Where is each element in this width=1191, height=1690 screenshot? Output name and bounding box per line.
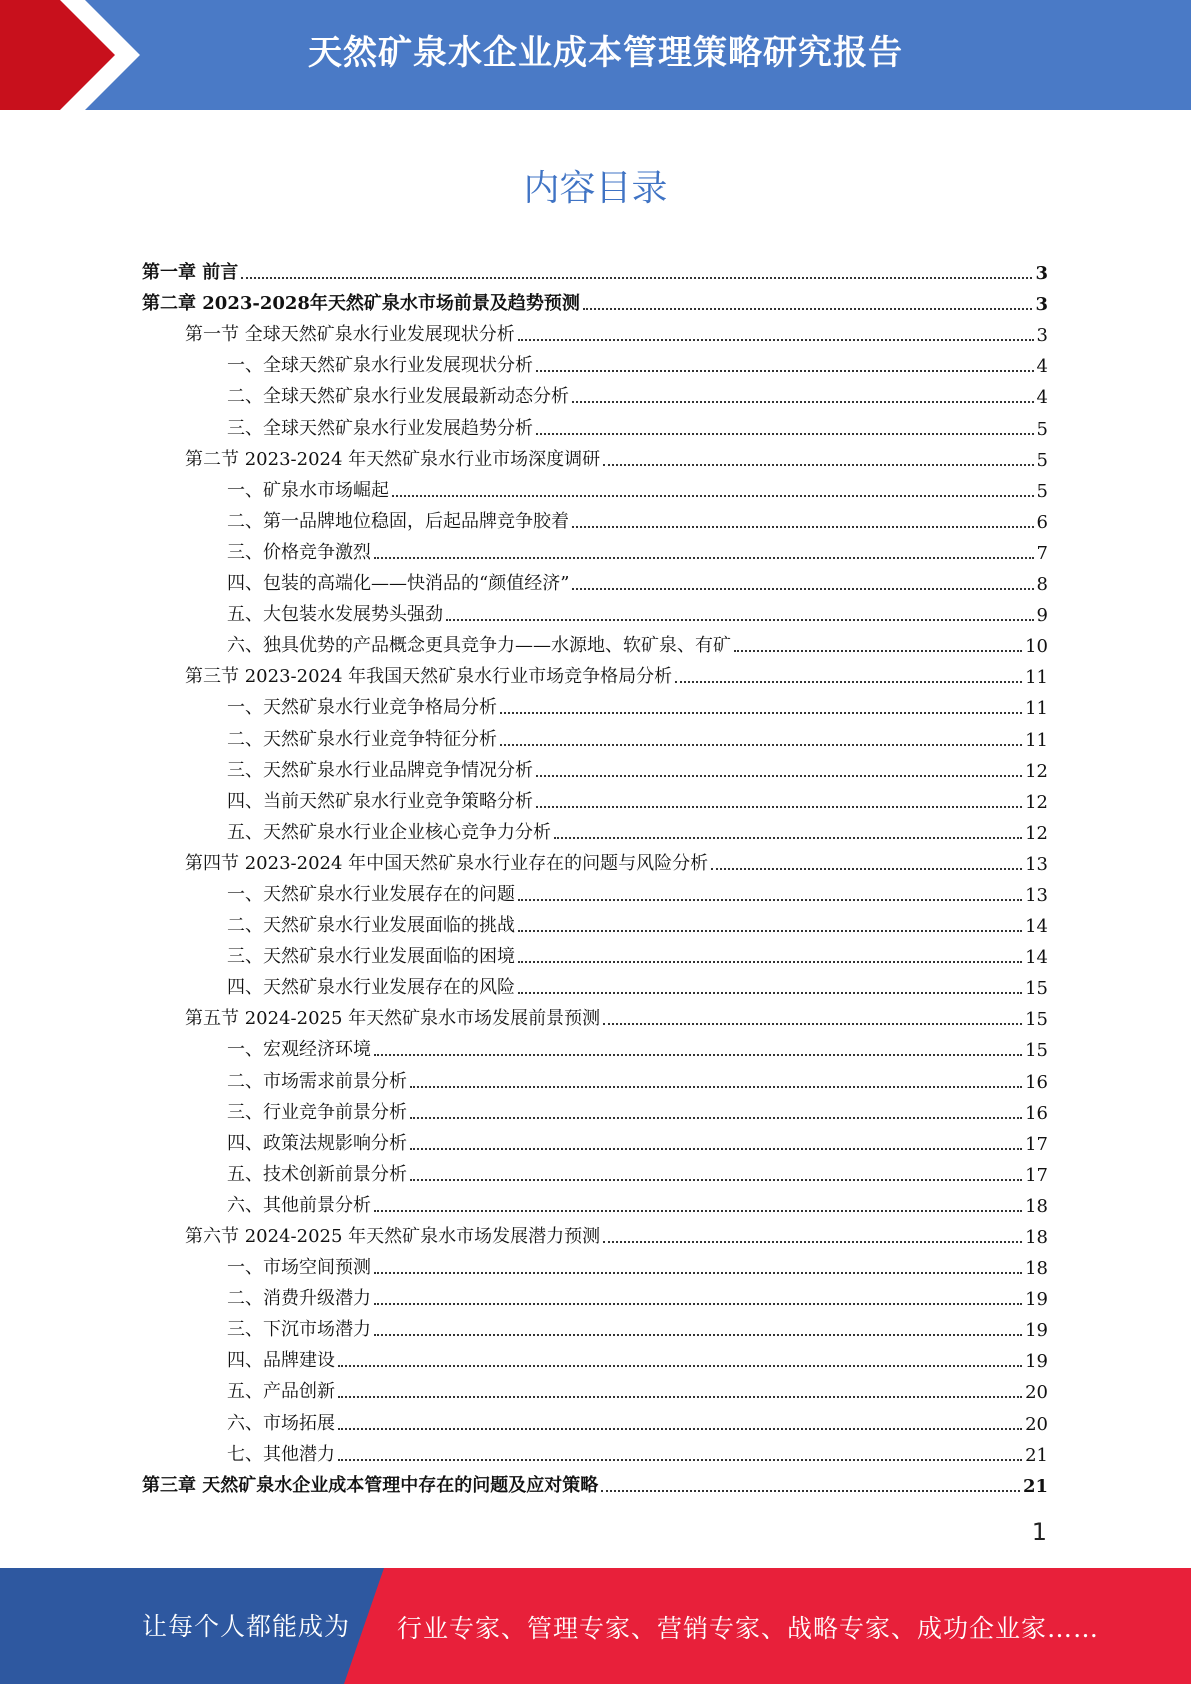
toc-leader-dots xyxy=(518,898,1022,901)
toc-entry-page: 9 xyxy=(1036,605,1048,627)
toc-entry[interactable] xyxy=(142,784,1048,815)
toc-entry-page: 21 xyxy=(1025,1444,1048,1466)
toc-entry-label: 一、全球天然矿泉水行业发展现状分析 xyxy=(227,355,533,377)
toc-leader-dots xyxy=(536,805,1022,808)
toc-entry-label: 第三节 2023-2024 年我国天然矿泉水行业市场竞争格局分析 xyxy=(185,666,673,688)
toc-entry-page: 16 xyxy=(1025,1071,1048,1093)
toc-entry[interactable] xyxy=(142,348,1048,379)
toc-leader-dots xyxy=(338,1427,1022,1430)
toc-leader-dots xyxy=(338,1458,1022,1461)
toc-entry-label: 七、其他潜力 xyxy=(227,1443,335,1465)
toc-entry-label: 五、大包装水发展势头强劲 xyxy=(227,604,443,626)
toc-leader-dots xyxy=(410,1178,1022,1181)
toc-entry[interactable] xyxy=(142,1126,1048,1157)
toc-entry[interactable] xyxy=(142,690,1048,721)
toc-entry-label: 第二节 2023-2024 年天然矿泉水行业市场深度调研 xyxy=(185,448,601,470)
toc-entry-page: 3 xyxy=(1035,263,1048,285)
toc-entry-page: 15 xyxy=(1025,978,1048,1000)
toc-leader-dots xyxy=(446,618,1034,621)
toc-leader-dots xyxy=(374,1209,1022,1212)
toc-entry[interactable] xyxy=(142,535,1048,566)
toc-leader-dots xyxy=(518,338,1034,341)
toc-leader-dots xyxy=(583,307,1033,310)
toc-entry-page: 18 xyxy=(1025,1195,1048,1217)
toc-leader-dots xyxy=(518,929,1022,932)
toc-leader-dots xyxy=(603,1240,1022,1243)
toc-leader-dots xyxy=(536,369,1034,372)
toc-heading: 内容目录 xyxy=(523,168,668,209)
toc-entry[interactable] xyxy=(142,1250,1048,1281)
toc-entry-label: 四、天然矿泉水行业发展存在的风险 xyxy=(227,977,515,999)
toc-entry-page: 14 xyxy=(1025,916,1048,938)
toc-entry[interactable] xyxy=(142,1157,1048,1188)
toc-entry[interactable] xyxy=(142,1032,1048,1063)
toc-leader-dots xyxy=(536,432,1034,435)
toc-entry-page: 6 xyxy=(1036,511,1048,533)
toc-entry[interactable] xyxy=(142,846,1048,877)
toc-entry-page: 19 xyxy=(1025,1289,1048,1311)
toc-leader-dots xyxy=(675,680,1022,683)
toc-leader-dots xyxy=(554,836,1022,839)
toc-entry[interactable] xyxy=(142,877,1048,908)
toc-entry-page: 21 xyxy=(1022,1475,1048,1497)
toc-entry-page: 11 xyxy=(1025,667,1048,689)
toc-entry[interactable] xyxy=(142,504,1048,535)
toc-entry-label: 三、全球天然矿泉水行业发展趋势分析 xyxy=(227,417,533,439)
toc-entry-label: 第六节 2024-2025 年天然矿泉水市场发展潜力预测 xyxy=(185,1226,601,1247)
toc-entry-label: 二、天然矿泉水行业发展面临的挑战 xyxy=(227,915,515,937)
toc-entry[interactable] xyxy=(142,255,1048,286)
toc-entry-page: 15 xyxy=(1025,1040,1048,1062)
toc-entry-label: 四、当前天然矿泉水行业竞争策略分析 xyxy=(227,790,533,812)
toc-entry-page: 13 xyxy=(1025,884,1048,906)
toc-entry-page: 3 xyxy=(1035,294,1048,316)
toc-entry-page: 10 xyxy=(1025,636,1048,658)
toc-entry-page: 8 xyxy=(1036,574,1048,596)
toc-entry-label: 四、品牌建设 xyxy=(227,1350,335,1372)
toc-entry[interactable] xyxy=(142,566,1048,597)
toc-leader-dots xyxy=(500,711,1022,714)
toc-leader-dots xyxy=(601,1489,1020,1492)
toc-entry-label: 六、独具优势的产品概念更具竞争力——水源地、软矿泉、有矿 xyxy=(227,635,731,657)
toc-leader-dots xyxy=(410,1085,1022,1088)
toc-entry[interactable] xyxy=(142,1343,1048,1374)
toc-entry-label: 一、宏观经济环境 xyxy=(227,1039,371,1061)
toc-entry[interactable] xyxy=(142,753,1048,784)
toc-leader-dots xyxy=(392,494,1034,497)
toc-entry-label: 二、消费升级潜力 xyxy=(227,1288,371,1310)
toc-entry-label: 三、价格竞争激烈 xyxy=(227,541,371,563)
toc-entry-label: 三、行业竞争前景分析 xyxy=(227,1101,407,1123)
toc-entry-page: 19 xyxy=(1025,1320,1048,1342)
toc-entry[interactable] xyxy=(142,815,1048,846)
toc-leader-dots xyxy=(410,1147,1022,1150)
toc-entry[interactable] xyxy=(142,442,1048,473)
toc-entry[interactable] xyxy=(142,1188,1048,1219)
toc-entry-label: 第五节 2024-2025 年天然矿泉水市场发展前景预测 xyxy=(185,1008,601,1030)
toc-entry-label: 四、政策法规影响分析 xyxy=(227,1132,407,1154)
toc-entry-label: 一、市场空间预测 xyxy=(227,1257,371,1279)
page-number: 1 xyxy=(1031,1518,1047,1546)
toc-leader-dots xyxy=(572,525,1034,528)
toc-leader-dots xyxy=(711,867,1022,870)
toc-leader-dots xyxy=(603,463,1033,466)
toc-entry-page: 3 xyxy=(1036,325,1048,347)
toc-entry[interactable] xyxy=(142,970,1048,1001)
toc-entry-page: 5 xyxy=(1036,418,1048,440)
toc-entry[interactable] xyxy=(142,597,1048,628)
toc-leader-dots xyxy=(241,276,1032,279)
toc-leader-dots xyxy=(338,1364,1022,1367)
toc-entry-page: 4 xyxy=(1036,356,1048,378)
toc-entry-page: 15 xyxy=(1025,1009,1048,1031)
toc-entry-label: 四、包装的高端化——快消品的“颜值经济” xyxy=(227,573,570,595)
toc-entry-label: 二、天然矿泉水行业竞争特征分析 xyxy=(227,728,497,750)
toc-entry[interactable] xyxy=(142,1437,1048,1468)
toc-entry-page: 13 xyxy=(1025,853,1048,875)
toc-entry-label: 第二章 2023-2028年天然矿泉水市场前景及趋势预测 xyxy=(142,293,580,315)
toc-entry[interactable] xyxy=(142,286,1048,317)
toc-entry[interactable] xyxy=(142,317,1048,348)
toc-entry-page: 17 xyxy=(1025,1133,1048,1155)
toc-entry[interactable] xyxy=(142,1095,1048,1126)
toc-entry[interactable] xyxy=(142,1312,1048,1343)
toc-entry[interactable] xyxy=(142,659,1048,690)
toc-entry[interactable] xyxy=(142,1001,1048,1032)
toc-entry-label: 三、天然矿泉水行业品牌竞争情况分析 xyxy=(227,759,533,781)
toc-entry[interactable] xyxy=(142,1374,1048,1405)
toc-entry[interactable] xyxy=(142,1063,1048,1094)
toc-entry-label: 六、其他前景分析 xyxy=(227,1194,371,1216)
toc-entry-page: 17 xyxy=(1025,1164,1048,1186)
toc-leader-dots xyxy=(374,1302,1022,1305)
toc-entry-page: 12 xyxy=(1025,791,1048,813)
toc-entry-page: 11 xyxy=(1025,729,1048,751)
toc-entry-label: 第四节 2023-2024 年中国天然矿泉水行业存在的问题与风险分析 xyxy=(185,852,709,874)
toc-leader-dots xyxy=(374,1333,1022,1336)
toc-entry-label: 六、市场拓展 xyxy=(227,1412,335,1434)
toc-entry[interactable] xyxy=(142,410,1048,441)
toc-leader-dots xyxy=(518,960,1022,963)
toc-entry-label: 五、产品创新 xyxy=(227,1381,335,1403)
toc-leader-dots xyxy=(603,1022,1022,1025)
toc-entry[interactable] xyxy=(142,908,1048,939)
footer-slogan-right: 行业专家、管理专家、营销专家、战略专家、成功企业家…… xyxy=(397,1614,1100,1643)
toc-leader-dots xyxy=(734,649,1022,652)
header-banner xyxy=(0,0,1191,110)
toc-entry-label: 三、下沉市场潜力 xyxy=(227,1319,371,1341)
table-of-contents xyxy=(142,255,1048,1499)
toc-entry-page: 16 xyxy=(1025,1102,1048,1124)
toc-entry-label: 第一节 全球天然矿泉水行业发展现状分析 xyxy=(185,324,515,346)
toc-entry-label: 一、天然矿泉水行业发展存在的问题 xyxy=(227,883,515,905)
toc-entry-label: 二、第一品牌地位稳固，后起品牌竞争胶着 xyxy=(227,510,569,532)
toc-leader-dots xyxy=(536,774,1022,777)
toc-entry[interactable] xyxy=(142,1405,1048,1436)
toc-entry-page: 18 xyxy=(1025,1227,1048,1248)
toc-entry-page: 12 xyxy=(1025,822,1048,844)
toc-leader-dots xyxy=(518,991,1022,994)
toc-entry-label: 二、市场需求前景分析 xyxy=(227,1070,407,1092)
toc-entry-page: 5 xyxy=(1036,449,1048,471)
toc-entry-page: 12 xyxy=(1025,760,1048,782)
toc-entry[interactable] xyxy=(142,1468,1048,1499)
toc-entry-page: 5 xyxy=(1036,480,1048,502)
toc-entry-label: 五、技术创新前景分析 xyxy=(227,1163,407,1185)
report-title: 天然矿泉水企业成本管理策略研究报告 xyxy=(308,33,903,73)
toc-entry-page: 20 xyxy=(1025,1413,1048,1435)
toc-leader-dots xyxy=(374,556,1034,559)
toc-entry[interactable] xyxy=(142,473,1048,504)
toc-entry-page: 4 xyxy=(1036,387,1048,409)
footer-banner xyxy=(0,1568,1191,1684)
toc-entry-label: 二、全球天然矿泉水行业发展最新动态分析 xyxy=(227,386,569,408)
toc-entry-page: 11 xyxy=(1025,698,1048,720)
toc-leader-dots xyxy=(374,1271,1022,1274)
toc-entry[interactable] xyxy=(142,1281,1048,1312)
toc-entry[interactable] xyxy=(142,1219,1048,1250)
toc-entry[interactable] xyxy=(142,628,1048,659)
toc-entry-label: 五、天然矿泉水行业企业核心竞争力分析 xyxy=(227,821,551,843)
toc-entry[interactable] xyxy=(142,721,1048,752)
toc-leader-dots xyxy=(572,400,1034,403)
toc-leader-dots xyxy=(374,1053,1022,1056)
toc-entry-label: 三、天然矿泉水行业发展面临的困境 xyxy=(227,946,515,968)
toc-leader-dots xyxy=(410,1116,1022,1119)
toc-entry[interactable] xyxy=(142,939,1048,970)
toc-entry-page: 7 xyxy=(1036,542,1048,564)
toc-entry-label: 第一章 前言 xyxy=(142,262,239,284)
toc-entry-label: 一、矿泉水市场崛起 xyxy=(227,479,389,501)
toc-entry-page: 19 xyxy=(1025,1351,1048,1373)
toc-entry-label: 一、天然矿泉水行业竞争格局分析 xyxy=(227,697,497,719)
toc-entry-page: 14 xyxy=(1025,947,1048,969)
footer-slogan-left: 让每个人都能成为 xyxy=(142,1612,351,1641)
toc-entry[interactable] xyxy=(142,379,1048,410)
toc-leader-dots xyxy=(338,1395,1022,1398)
toc-leader-dots xyxy=(500,743,1022,746)
toc-entry-label: 第三章 天然矿泉水企业成本管理中存在的问题及应对策略 xyxy=(142,1474,599,1496)
toc-entry-page: 18 xyxy=(1025,1258,1048,1280)
toc-entry-page: 20 xyxy=(1025,1382,1048,1404)
toc-leader-dots xyxy=(572,587,1033,590)
